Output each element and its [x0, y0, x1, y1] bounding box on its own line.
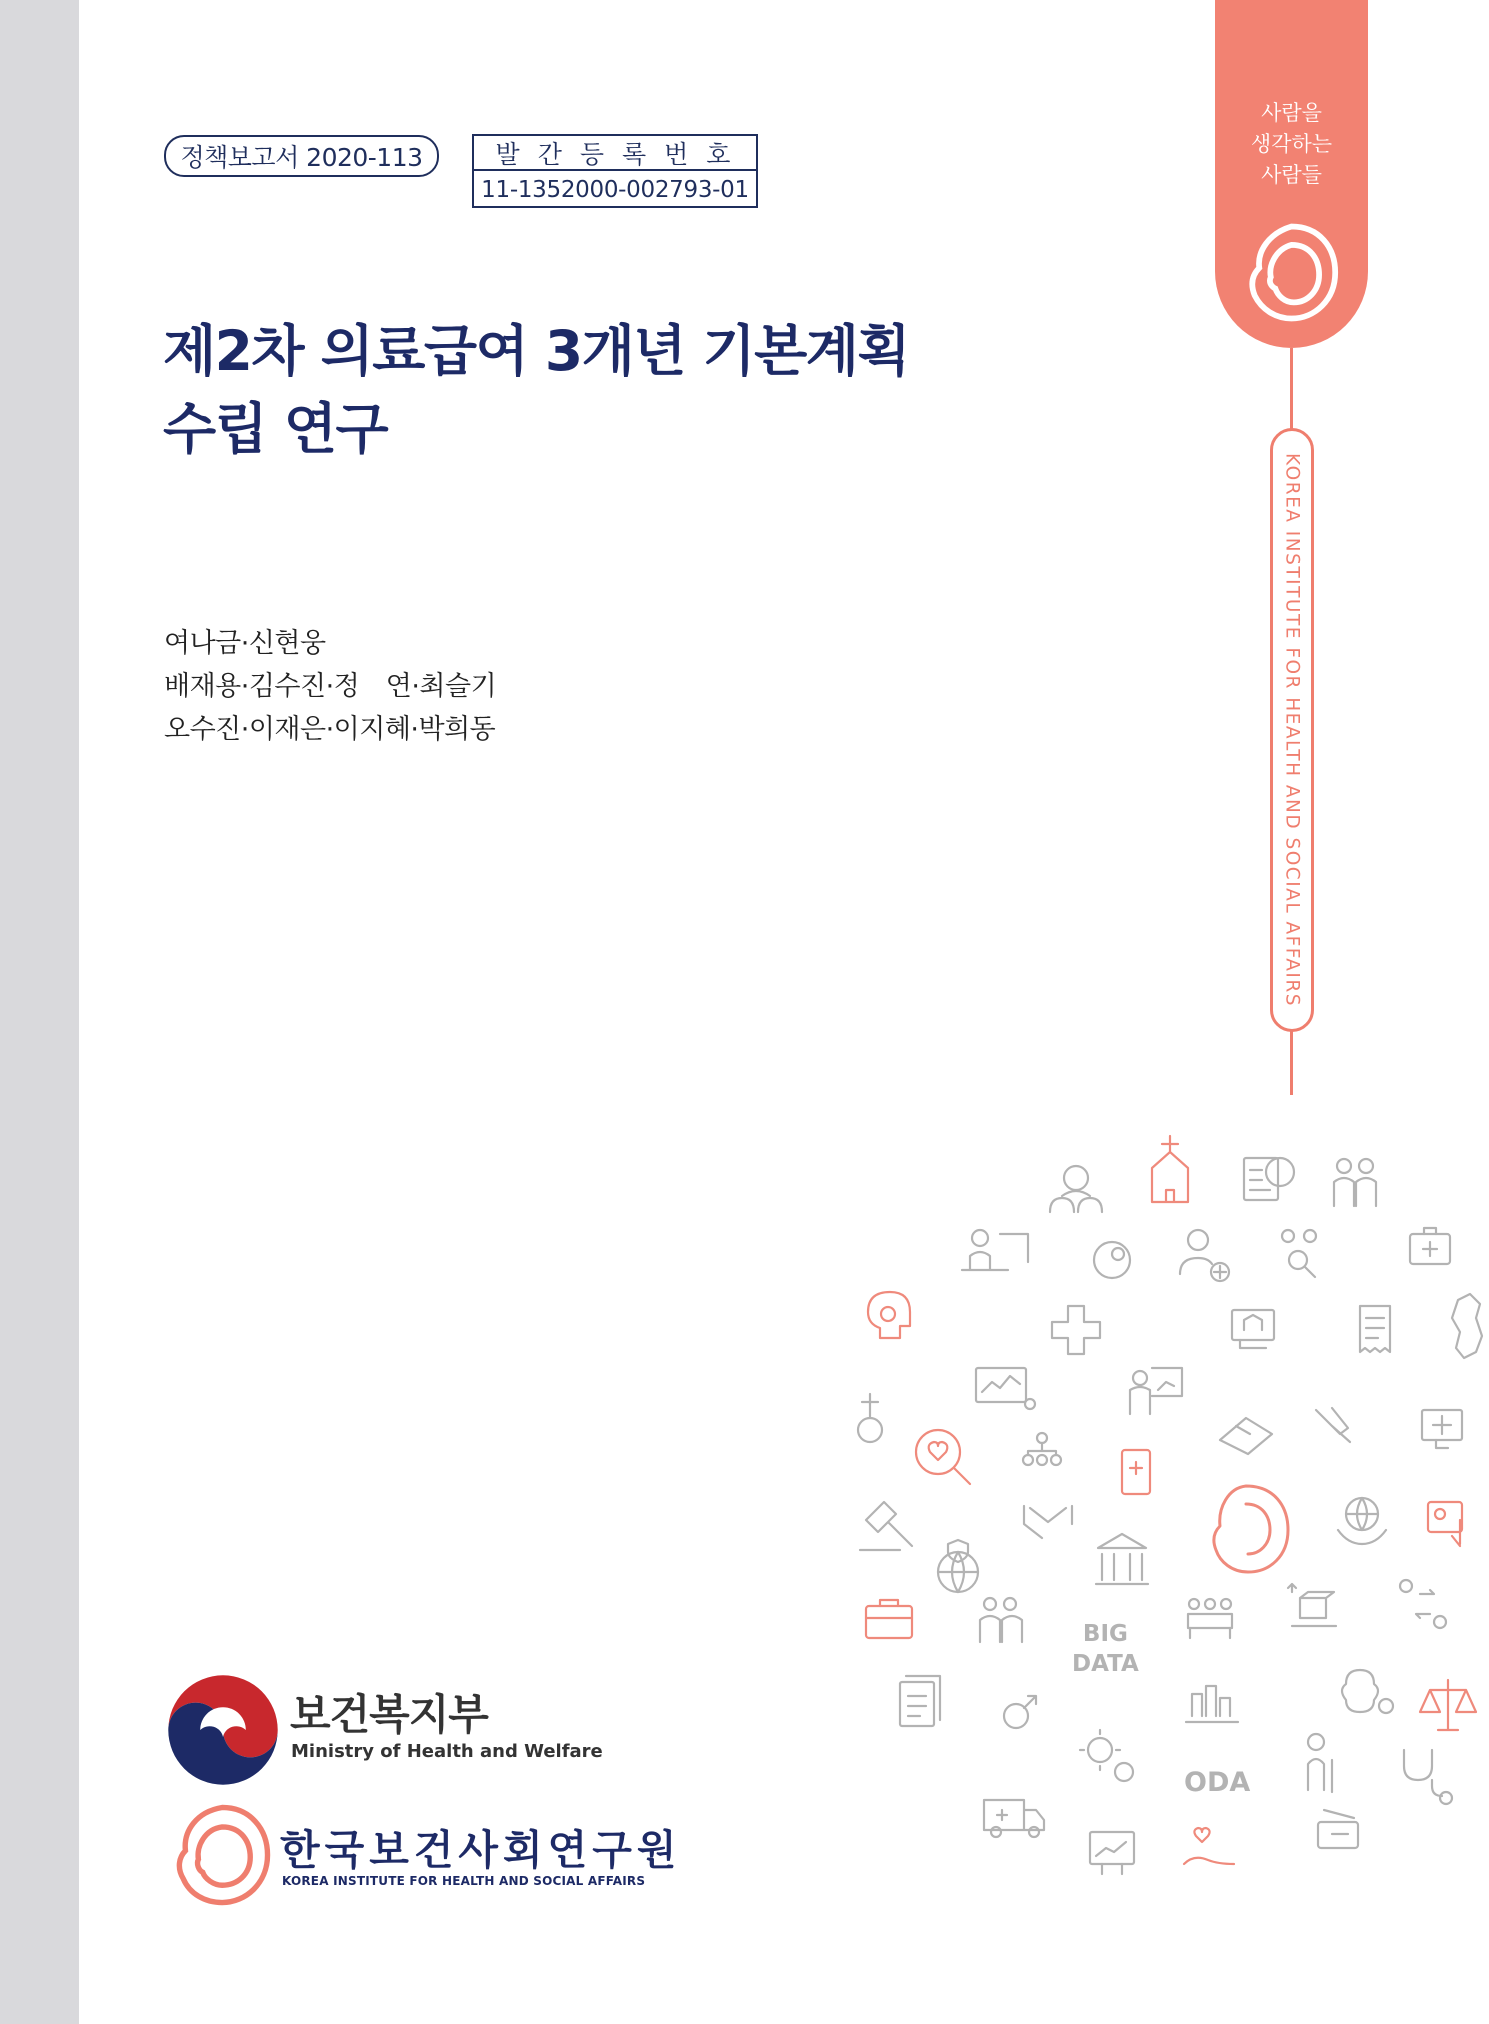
hand-reach-icon: [1316, 1408, 1350, 1442]
family-group-icon: [980, 1598, 1022, 1642]
globe-hands-icon: [1338, 1498, 1386, 1544]
big-data-line: DATA: [1072, 1651, 1139, 1677]
handshake-icon: [1024, 1506, 1072, 1538]
ambulance-icon: [984, 1800, 1044, 1837]
globe-shield-icon: [938, 1540, 978, 1592]
brain-bulb-icon: [1342, 1670, 1393, 1713]
author-line: 오수진·이재은·이지혜·박희동: [164, 714, 496, 745]
id-card-touch-icon: [1428, 1502, 1462, 1546]
box-arrow-icon: [1288, 1584, 1336, 1626]
side-connector-line: [1290, 1030, 1293, 1095]
gavel-icon: [860, 1502, 912, 1550]
bank-monitor-icon: [1232, 1310, 1274, 1348]
medical-cross-icon: [1052, 1306, 1100, 1354]
brand-tab: [1215, 0, 1368, 348]
meeting-icon: [1188, 1599, 1232, 1638]
oda-label: ODA: [1184, 1767, 1251, 1798]
taegeuk-emblem-icon: [166, 1673, 280, 1787]
hand-heart-icon: [1184, 1828, 1234, 1864]
female-symbol-icon: [858, 1394, 882, 1442]
slogan-line: 생각하는: [1250, 132, 1333, 156]
stethoscope-icon: [1404, 1750, 1452, 1804]
doctor-add-icon: [1180, 1230, 1229, 1281]
monitor-chart-icon: [976, 1368, 1035, 1409]
city-gear-icon: [1186, 1686, 1238, 1722]
family-icon: [1334, 1159, 1376, 1206]
head-brain-icon: [868, 1292, 910, 1338]
registration-number: 11-1352000-002793-01: [481, 176, 749, 203]
institute-name-ko: 한국보건사회연구원: [280, 1826, 682, 1874]
korea-map-icon: [1452, 1294, 1482, 1358]
kihasa-head-icon: [1234, 215, 1349, 330]
briefcase-icon: [866, 1600, 912, 1638]
ministry-name-ko: 보건복지부: [290, 1690, 488, 1739]
first-aid-kit-icon: [1410, 1228, 1450, 1264]
chat-people-icon: [1050, 1166, 1102, 1212]
big-data-label: [1072, 1619, 1139, 1679]
big-data-line: BIG: [1082, 1621, 1128, 1647]
left-edge-strip: [0, 0, 79, 2024]
report-title-line2: 수립 연구: [163, 397, 388, 461]
welfare-icon-cloud: [840, 1110, 1489, 1930]
receipt-icon: [1360, 1306, 1390, 1352]
presentation-board-icon: [1090, 1832, 1134, 1874]
slogan-line: 사람을: [1261, 101, 1322, 125]
hospital-monitor-icon: [1422, 1410, 1462, 1448]
institute-name-en: KOREA INSTITUTE FOR HEALTH AND SOCIAL AFFAIRS: [282, 1874, 646, 1888]
heart-search-icon: [916, 1430, 970, 1484]
registration-label: 발간등록번호: [474, 136, 756, 171]
institute-vertical-text: KOREA INSTITUTE FOR HEALTH AND SOCIAL AFFAIRS: [1281, 453, 1303, 1007]
presentation-person-icon: [962, 1230, 1028, 1270]
people-search-icon: [1282, 1230, 1316, 1277]
presenter-chart-icon: [1130, 1368, 1182, 1414]
brand-slogan: [1215, 98, 1368, 191]
mobile-health-icon: [1122, 1450, 1150, 1494]
author-line: 여나금·신현웅: [164, 628, 326, 659]
registration-box: [472, 134, 758, 208]
report-title: [163, 312, 909, 468]
org-chart-icon: [1023, 1433, 1061, 1465]
document-stack-icon: [900, 1676, 940, 1726]
fetus-icon: [1094, 1242, 1130, 1278]
series-badge: 정책보고서 2020-113: [164, 135, 439, 177]
scales-icon: [1420, 1680, 1476, 1730]
ministry-name-en: Ministry of Health and Welfare: [291, 1741, 603, 1762]
male-symbol-icon: [1004, 1696, 1036, 1728]
people-transfer-icon: [1400, 1580, 1446, 1628]
kihasa-logo-icon: [166, 1800, 274, 1910]
author-list: [164, 622, 496, 751]
kihasa-head-accent-icon: [1214, 1486, 1288, 1572]
side-connector-line: [1290, 348, 1293, 430]
elderly-cane-icon: [1308, 1734, 1332, 1792]
wallet-card-icon: [1318, 1810, 1358, 1848]
church-icon: [1152, 1136, 1188, 1202]
gears-icon: [1080, 1730, 1133, 1781]
government-building-icon: [1096, 1534, 1148, 1584]
report-title-line1: 제2차 의료급여 3개년 기본계획: [163, 319, 910, 383]
slogan-line: 사람들: [1261, 163, 1322, 187]
currency-document-icon: [1244, 1158, 1294, 1200]
hand-card-icon: [1220, 1418, 1272, 1454]
author-line: 배재용·김수진·정 연·최슬기: [164, 671, 497, 702]
